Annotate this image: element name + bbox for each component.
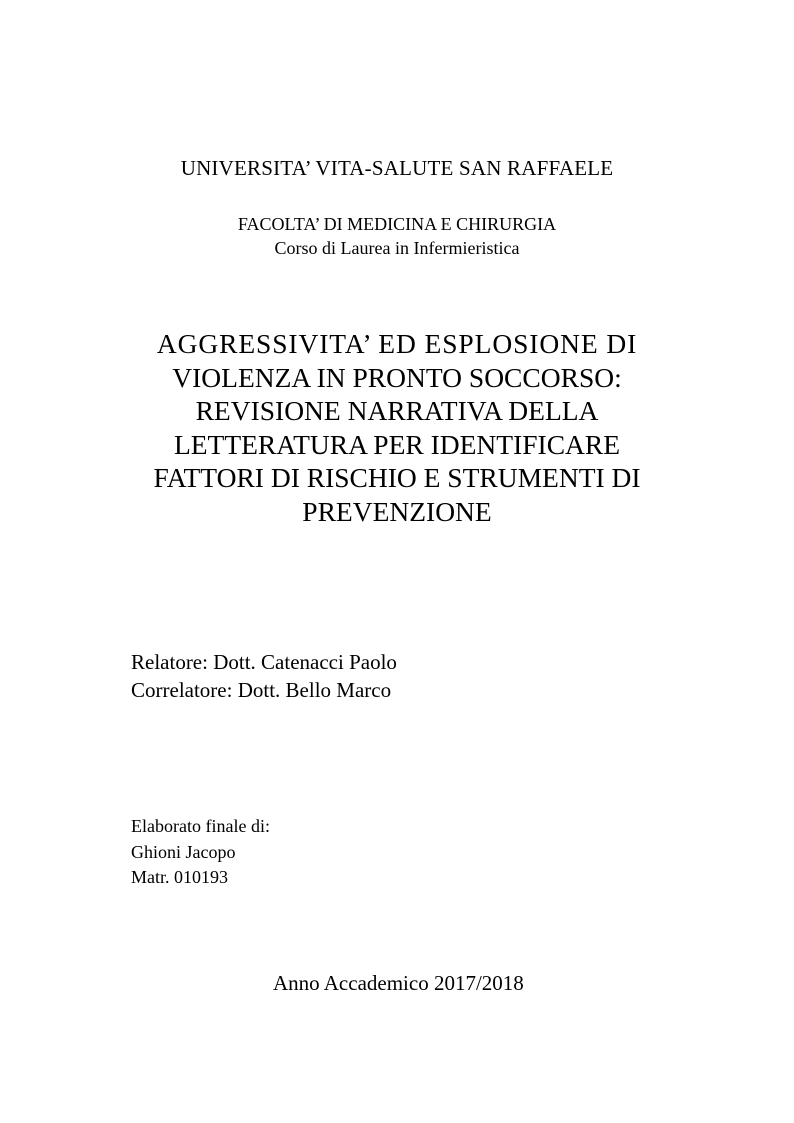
- faculty-name: FACOLTA’ DI MEDICINA E CHIRURGIA: [237, 214, 557, 234]
- course-name: Corso di Laurea in Infermieristica: [274, 238, 520, 258]
- co-advisor: Correlatore: Dott. Bello Marco: [131, 678, 392, 702]
- thesis-title-line: LETTERATURA PER IDENTIFICARE: [173, 428, 621, 460]
- thesis-title-line: FATTORI DI RISCHIO E STRUMENTI DI: [153, 462, 641, 493]
- author-label: Elaborato finale di:: [131, 816, 270, 836]
- advisor: Relatore: Dott. Catenacci Paolo: [131, 650, 397, 674]
- matriculation-number: Matr. 010193: [131, 867, 228, 887]
- thesis-title: [0, 327, 794, 528]
- author-name: Ghioni Jacopo: [131, 842, 236, 862]
- thesis-title-line: PREVENZIONE: [302, 495, 492, 527]
- university-name: UNIVERSITA’ VITA-SALUTE SAN RAFFAELE: [180, 156, 614, 180]
- academic-year: Anno Accademico 2017/2018: [273, 971, 524, 995]
- thesis-title-line: AGGRESSIVITA’ ED ESPLOSIONE DI: [156, 328, 638, 359]
- thesis-title-line: REVISIONE NARRATIVA DELLA: [195, 395, 599, 426]
- thesis-title-line: VIOLENZA IN PRONTO SOCCORSO:: [172, 361, 622, 393]
